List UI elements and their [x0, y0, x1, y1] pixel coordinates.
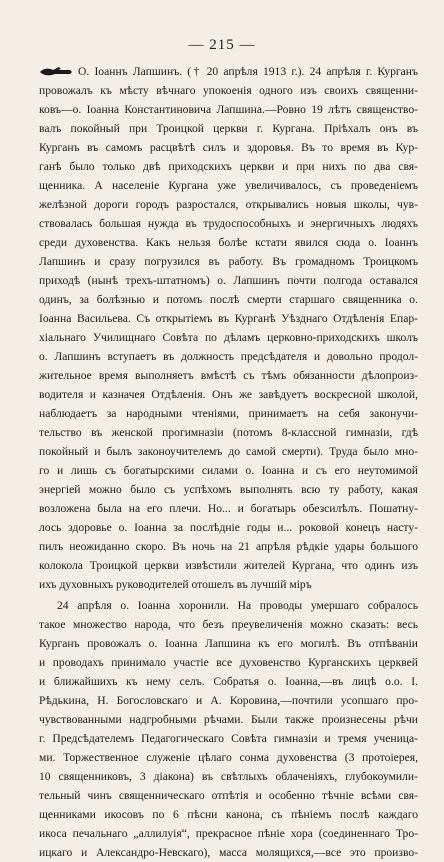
text-line: провожалъ къ мѣсту вѣчнаго упокоенія одного изъ своихъ священни-	[39, 84, 418, 97]
heading-text: О. Іоаннъ Лапшинъ. († 20 апрѣля 1913 г.). 24 апрѣля г. Курганъ	[78, 65, 418, 78]
text-line: ицкаго и Александро-Невскаго), масса молящихся,—все это произво-	[39, 846, 418, 859]
text-line: покойный и былъ законоучителемъ до самой смерти). Труда было мно-	[39, 445, 418, 458]
pointing-hand-icon	[39, 66, 73, 78]
text-line: водителя и казначея Отдѣленія. Онъ же завѣдуетъ воскресной школой,	[39, 388, 418, 401]
obituary-heading-line	[39, 62, 418, 81]
text-line: наблюдаетъ за народными чтеніями, принимаетъ на себя законучи-	[39, 407, 418, 420]
text-line: ковъ—о. Іоанна Константиновича Лапшина.—Ровно 19 лѣтъ священство-	[39, 103, 418, 116]
paragraph-1	[39, 81, 418, 594]
text-line: тельство въ женской прогимназіи (потомъ 8-классной гимназіи, гдѣ	[39, 426, 418, 439]
text-line: чувствованными надгробными рѣчами. Были также произнесены рѣчи	[39, 713, 418, 726]
text-line: Курганъ провожалъ о. Іоанна Лапшина къ его могилѣ. Въ отпѣваніи	[39, 637, 418, 650]
text-line: щенниками икосовъ по 6 пѣсни канона, съ пѣніемъ послѣ каждаго	[39, 808, 418, 821]
text-line: тельный чинъ священническаго отпѣтія и особенно тѣчніе всѣми свя-	[39, 789, 418, 802]
text-line: и ближайшихъ къ нему селъ. Собратья о. Іоанна,—въ лицѣ о.о. І.	[39, 675, 418, 688]
text-line: одинъ, за болѣзнью и потомъ послѣ смерти старшаго священника о.	[39, 293, 418, 306]
text-line: валъ покойный при Троицкой церкви г. Кургана. Пріѣхалъ онъ въ	[39, 122, 418, 135]
text-line: икоса печальнаго „аллилуія“, прекрасное пѣніе хора (соединеннаго Тро-	[39, 827, 418, 840]
text-line: лось здоровье о. Іоанна за послѣдніе годы и... роковой конецъ насту-	[39, 521, 418, 534]
text-line: 10 священниковъ, 3 діакона) въ свѣтлыхъ облаченіяхъ, глубокоумили-	[39, 770, 418, 783]
text-line: Курганъ въ самомъ расцвѣтѣ силъ и здоровья. Въ то время въ Кур-	[39, 141, 418, 154]
text-line: хіальнаго Училищнаго Совѣта по дѣламъ церковно-приходскихъ школъ	[39, 331, 418, 344]
text-body	[39, 62, 418, 862]
text-line: колокола Троицкой церкви извѣстили жителей Кургана, что одинъ изъ	[39, 559, 418, 572]
text-line: г. Предсѣдателемъ Педагогическаго Совѣта гимназіи и тремя ученица-	[39, 732, 418, 745]
text-line: Рѣдькина, Н. Богословскаго и А. Коровина,—почтили усопшаго про-	[39, 694, 418, 707]
text-line: ганѣ было только двѣ приходскихъ церкви и при нихъ по два свя-	[39, 160, 418, 173]
text-line: жительное время выполняетъ вмѣстѣ съ тѣмъ обязанности дѣлопроиз-	[39, 369, 418, 382]
page-number: — 215 —	[188, 37, 256, 53]
text-line: 24 апрѣля о. Іоанна хоронили. На проводы умершаго собралось	[57, 599, 418, 612]
text-line: щенника. А населеніе Кургана уже увеличивалось, съ проведеніемъ	[39, 179, 418, 192]
paragraph-2	[39, 596, 418, 862]
text-line: ми. Торжественное служеніе цѣлаго сонма духовенства (3 протоіерея,	[39, 751, 418, 764]
text-line: пилъ неожиданно скоро. Въ ночь на 21 апрѣля рѣдкіе удары большого	[39, 540, 418, 553]
text-line: го и лишь съ богатырскими силами о. Іоанна и съ его неутомимой	[39, 464, 418, 477]
text-line: ствовалась большая нужда въ трудоспособныхъ и энергичныхъ людяхъ	[39, 217, 418, 230]
text-line: желѣзной дороги городъ разростался, открывались новыя школы, чув-	[39, 198, 418, 211]
text-line: Іоанна Васильева. Съ открытіемъ въ Курганѣ Уѣзднаго Отдѣленія Епар-	[39, 312, 418, 325]
text-line: возложена была на его плечи. Но... и богатырь обезсилѣлъ. Пошатну-	[39, 502, 418, 515]
text-line: о. Лапшинъ вступаетъ въ должность предсѣдателя и довольно продол-	[39, 350, 418, 363]
text-line: ихъ духовныхъ руководителей отошелъ въ лучшій міръ	[39, 578, 312, 591]
text-line: и проводахъ принимало участіе все духовенство Курганскихъ церквей	[39, 656, 418, 669]
text-line: энергіей можно было съ успѣхомъ выполнять всю ту работу, какая	[39, 483, 418, 496]
text-line: такое множество народа, что безъ преувеличенія можно сказать: весь	[39, 618, 418, 631]
text-line: Лапшинъ и сразу погрузился въ работу. Въ громадномъ Троицкомъ	[39, 255, 418, 268]
text-line: приходѣ (нынѣ трехъ-штатномъ) о. Лапшинъ почти полгода оставался	[39, 274, 418, 287]
text-line: среди духовенства. Какъ нельзя болѣе кстати явился сюда о. Іоаннъ	[39, 236, 418, 249]
